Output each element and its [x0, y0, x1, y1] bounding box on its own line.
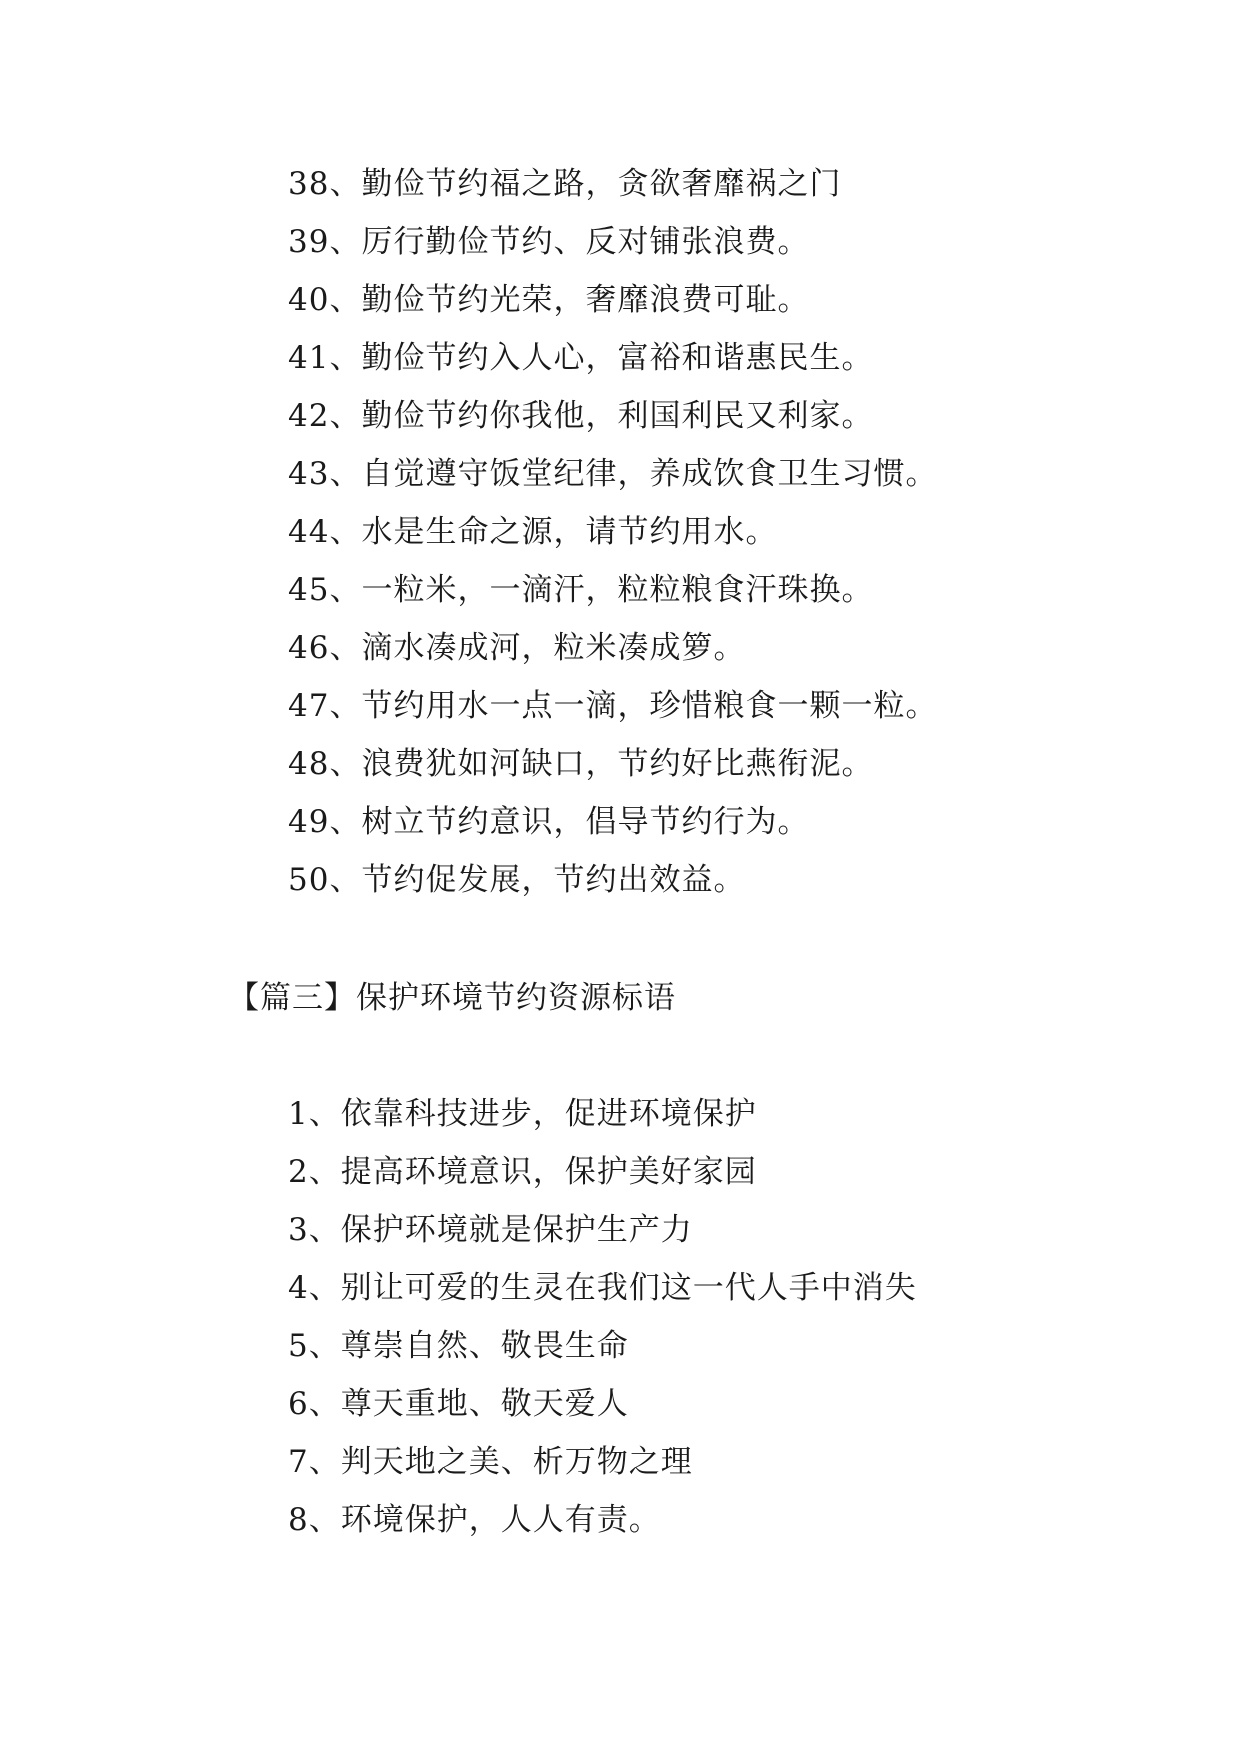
list-item: 49、树立节约意识，倡导节约行为。 — [288, 804, 810, 840]
list-item: 48、浪费犹如河缺口，节约好比燕衔泥。 — [288, 746, 874, 782]
list-item: 42、勤俭节约你我他，利国利民又利家。 — [288, 398, 874, 434]
list-item: 2、提高环境意识，保护美好家园 — [288, 1154, 757, 1190]
list-item: 45、一粒米，一滴汗，粒粒粮食汗珠换。 — [288, 572, 874, 608]
section-heading: 【篇三】保护环境节约资源标语 — [228, 980, 676, 1016]
list-item: 7、判天地之美、析万物之理 — [288, 1444, 693, 1480]
list-item: 40、勤俭节约光荣，奢靡浪费可耻。 — [288, 282, 810, 318]
list-item: 1、依靠科技进步，促进环境保护 — [288, 1096, 757, 1132]
list-item: 46、滴水凑成河，粒米凑成箩。 — [288, 630, 746, 666]
list-item: 4、别让可爱的生灵在我们这一代人手中消失 — [288, 1270, 917, 1306]
list-item: 6、尊天重地、敬天爱人 — [288, 1386, 629, 1422]
list-item: 41、勤俭节约入人心，富裕和谐惠民生。 — [288, 340, 874, 376]
list-item: 47、节约用水一点一滴，珍惜粮食一颗一粒。 — [288, 688, 938, 724]
list-item: 8、环境保护，人人有责。 — [288, 1502, 661, 1538]
list-item: 3、保护环境就是保护生产力 — [288, 1212, 693, 1248]
list-item: 44、水是生命之源，请节约用水。 — [288, 514, 778, 550]
list-item: 5、尊崇自然、敬畏生命 — [288, 1328, 629, 1364]
list-item: 43、自觉遵守饭堂纪律，养成饮食卫生习惯。 — [288, 456, 938, 492]
list-item: 39、厉行勤俭节约、反对铺张浪费。 — [288, 224, 810, 260]
list-item: 50、节约促发展，节约出效益。 — [288, 862, 746, 898]
list-item: 38、勤俭节约福之路，贪欲奢靡祸之门 — [288, 166, 842, 202]
